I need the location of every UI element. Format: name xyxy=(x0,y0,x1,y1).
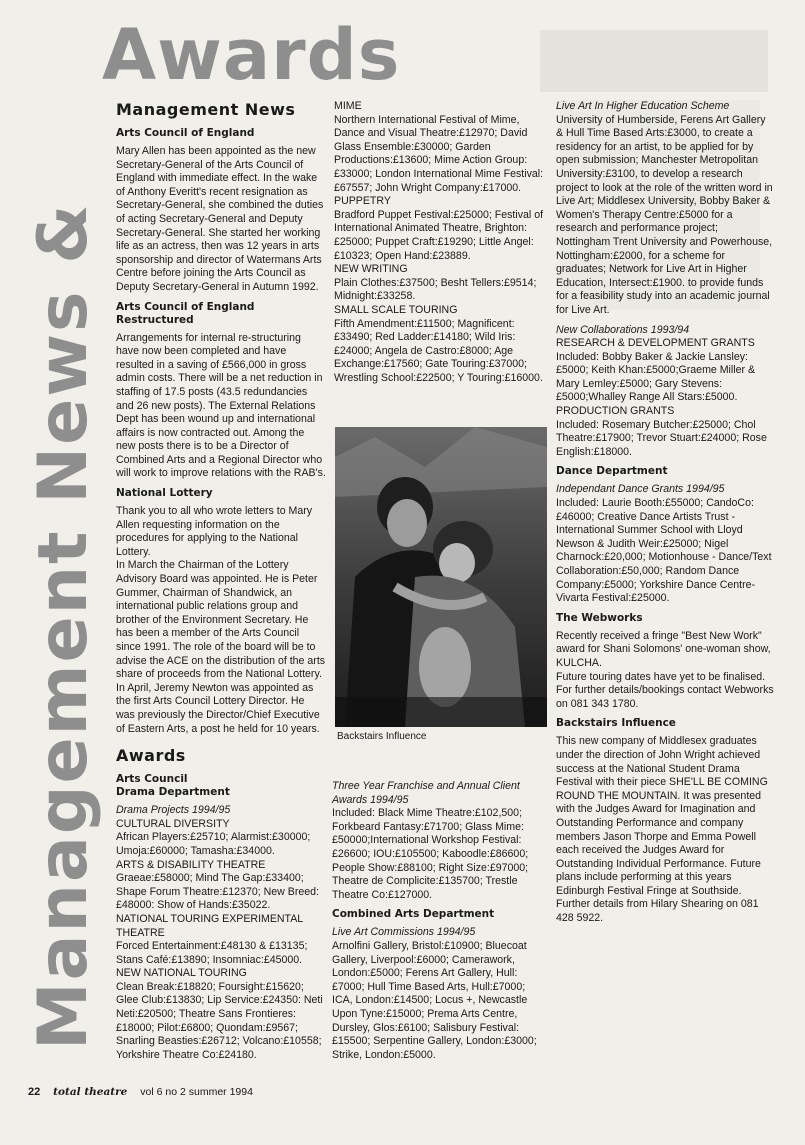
text-block: Included: Black Mime Theatre:£102,500; Forkbeard Fantasy:£71700; Glass Mime:£50000;International Workshop Festival:£26600; IOU:£105500; Kaboodle:£86600; People Show:£88100; Right Size:£97000; Theatre de Complicite:£135700; Trestle Theatre Co:£127000. xyxy=(332,807,529,901)
text-block: Plain Clothes:£37500; Besht Tellers:£9514; Midnight:£33258. xyxy=(334,276,537,303)
paragraph: Arrangements for internal re-structuring have now been completed and have resulted in a saving of £566,000 in gross admin costs. There will be a net reduction in staffing of 17.5 posts (43.5 redundancies and 26 new posts). The External Relations Dept has been wound up and international affairs is now contracted out. Among the new posts there is to be a Director of Combined Arts and a Regional Director who will work to improve relations with the RAB's. xyxy=(116,331,326,480)
text-block: Included: Bobby Baker & Jackie Lansley:£5000; Keith Khan:£5000;Graeme Miller & Mary Lemley:£5000; Gary Stevens:£5000;Whalley Range All Stars:£5000. xyxy=(556,350,756,404)
section-heading: Backstairs Influence xyxy=(556,717,676,730)
magazine-name: total theatre xyxy=(53,1086,128,1098)
text-block: Forced Entertainment:£48130 & £13135; Stans Café:£13890; Insomniac:£45000. xyxy=(116,940,308,966)
category-label: NEW NATIONAL TOURING xyxy=(116,967,247,980)
category-label: RESEARCH & DEVELOPMENT GRANTS xyxy=(556,337,755,350)
paragraph: Thank you to all who wrote letters to Mary Allen requesting information on the procedures for applying to the National Lottery. xyxy=(116,505,313,558)
subheading: Live Art Commissions 1994/95 xyxy=(332,926,476,939)
category-label: MIME xyxy=(334,100,362,112)
text-block: African Players:£25710; Alarmist:£30000; Umoja:£60000; Tamasha:£34000. xyxy=(116,831,311,857)
text-block: Clean Break:£18820; Foursight:£15620; Glee Club:£13830; Lip Service:£24350: Neti Neti:£20500; Theatre Sans Frontieres:£18000; Pilot:£6800; Quondam:£9567; Snarling Beasties:£26712; Volcano:£10558; Yorkshire Theatre Co:£24180. xyxy=(116,980,323,1061)
text-block: Arnolfini Gallery, Bristol:£10900; Bluecoat Gallery, Liverpool:£6000; Camerawork, London:£5000; Ferens Art Gallery, Hull:£7000; Hull Time Based Arts, Hull:£7000; ICA, London:£14500; Locus +, Newcastle Upon Tyne:£15000; Prema Arts Centre, Dursley, Glos:£6100; Salisbury Festival:£15500; Serpentine Gallery, London:£3000; Strike, London:£5000. xyxy=(332,939,537,1061)
section-heading: Dance Department xyxy=(556,465,668,478)
footer xyxy=(28,1086,253,1098)
subheading: New Collaborations 1993/94 xyxy=(556,323,690,336)
text-block: Future touring dates have yet to be finalised. For further details/bookings contact Webworks on 081 343 1780. xyxy=(556,670,774,710)
photo-caption: Backstairs Influence xyxy=(337,731,427,742)
subheading: Three Year Franchise and Annual Client Awards 1994/95 xyxy=(332,780,520,806)
photo-image xyxy=(335,427,547,727)
subheading: Independant Dance Grants 1994/95 xyxy=(556,483,725,496)
column-2-bottom xyxy=(332,780,546,1062)
text-block: University of Humberside, Ferens Art Gallery & Hull Time Based Arts:£3000, to create a residency for an artist, to be applied for by open submission; Manchester Metropolitan University:£3100, to develop a research project to look at the role of the written word in Live Art; Middlesex University, Bobby Baker & Women's Therapy Centre:£5000 for a research and performance project; Nottingham Trent University and Powerhouse, Nottingham:£2000, for a scheme for graduates; Network for Live Art in Higher Education, Intersect:£1900. to provide funds for a feasibility study into an academic journal for Live Art. xyxy=(556,113,773,316)
column-2-top xyxy=(334,100,548,385)
section-heading: Arts Council xyxy=(116,773,188,786)
category-label: PRODUCTION GRANTS xyxy=(556,405,675,418)
text-block: This new company of Middlesex graduates under the direction of John Wright achieved success at the National Student Drama Festival with their piece SHE'LL BE COMING ROUND THE MOUNTAIN. It was presented with the Judges Award for Imagination and Outstanding Performance and company members Jason Thorpe and Emma Powell each received the Judges Award for Outstanding Individual Performance. Future plans include performing at this years Edinburgh Festival Fringe at Southside. Further details from Hilary Shearing on 081 428 5922. xyxy=(556,735,768,925)
awards-heading: Awards xyxy=(116,746,186,766)
column-3 xyxy=(556,100,774,932)
text-block: Fifth Amendment:£11500; Magnificent:£33490; Red Ladder:£14180; Wild Iris:£24000; Angela de Castro:£8000; Age Exchange:£17560; Gate Touring:£37000; Wrestling School:£22500; Y Touring:£16000. xyxy=(334,317,543,384)
category-label: SMALL SCALE TOURING xyxy=(334,303,458,316)
bleed-through-top xyxy=(540,30,768,92)
management-news-heading: Management News xyxy=(116,100,296,119)
category-label: PUPPETRY xyxy=(334,195,391,208)
side-title: Management News & xyxy=(24,202,103,1050)
text-block: Graeae:£58000; Mind The Gap:£33400; Shape Forum Theatre:£12370; New Breed:£48000: Show of Hands:£35022. xyxy=(116,872,319,912)
subheading: Live Art In Higher Education Scheme xyxy=(556,100,730,112)
text-block: Northern International Festival of Mime, Dance and Visual Theatre:£12970; David Glass Ensemble:£30000; Garden Productions:£13600; Mime Action Group:£33000; London International Mime Festival:£67557; John Wright Company:£17000. xyxy=(334,113,544,194)
paragraph: In March the Chairman of the Lottery Advisory Board was appointed. He is Peter Gummer, Chairman of Shandwick, an international public relations group and brother of the Environment Secretary. He has been a member of the Arts Council since 1991. The role of the board will be to advise the ACE on the distribution of the arts share of proceeds from the National Lottery. In April, Jeremy Newton was appointed as the first Arts Council Lottery Director. He was previously the Director/Chief Executive of Eastern Arts, a post he held for 10 years. xyxy=(116,559,326,735)
category-label: CULTURAL DIVERSITY xyxy=(116,817,230,830)
section-heading: Arts Council of England xyxy=(116,127,255,139)
paragraph: Mary Allen has been appointed as the new Secretary-General of the Arts Council of England with immediate effect. In the wake of Anthony Everitt's recent resignation as Secretary-General, she combined the duties of acting Secretary-General and Deputy Secretary-General. She started her working life as an actress, then was 12 years in arts sponsorship and director of Watermans Arts Centre before joining the Arts Council as Deputy Secretary-General in Autumn 1992. xyxy=(116,145,324,293)
column-1 xyxy=(116,100,326,1062)
subheading: Drama Projects 1994/95 xyxy=(116,804,231,817)
photo-backstairs-influence xyxy=(335,427,547,727)
section-heading: National Lottery xyxy=(116,487,213,500)
section-heading: Arts Council of England Restructured xyxy=(116,300,255,326)
text-block: Bradford Puppet Festival:£25000; Festival of International Animated Theatre, Brighton:£25000; Puppet Craft:£19290; Little Angel:£10323; Open Hand:£23889. xyxy=(334,208,544,262)
page-title: Awards xyxy=(102,14,401,96)
section-heading: Combined Arts Department xyxy=(332,908,495,921)
category-label: NATIONAL TOURING EXPERIMENTAL THEATRE xyxy=(116,912,303,939)
text-block: Recently received a fringe "Best New Work" award for Shani Solomons' one-woman show, KULCHA. xyxy=(556,629,771,669)
page-number: 22 xyxy=(28,1086,41,1098)
category-label: ARTS & DISABILITY THEATRE xyxy=(116,858,266,871)
category-label: NEW WRITING xyxy=(334,263,408,276)
section-heading: The Webworks xyxy=(556,611,643,624)
issue-info: vol 6 no 2 summer 1994 xyxy=(140,1086,253,1098)
text-block: Included: Rosemary Butcher:£25000; Chol Theatre:£17900; Trevor Stuart:£24000; Rose English:£18000. xyxy=(556,418,767,458)
text-block: Included: Laurie Booth:£55000; CandoCo:£46000; Creative Dance Artists Trust - International Summer School with Lloyd Newson & Judith Weir:£25000; Nigel Charnock:£20,000; Motionhouse - Dance/Text Collaboration:£50,000; Random Dance Company:£5000; Yorkshire Dance Centre-Vivarta Festival:£25000. xyxy=(556,497,772,605)
section-heading: Drama Department xyxy=(116,786,230,799)
